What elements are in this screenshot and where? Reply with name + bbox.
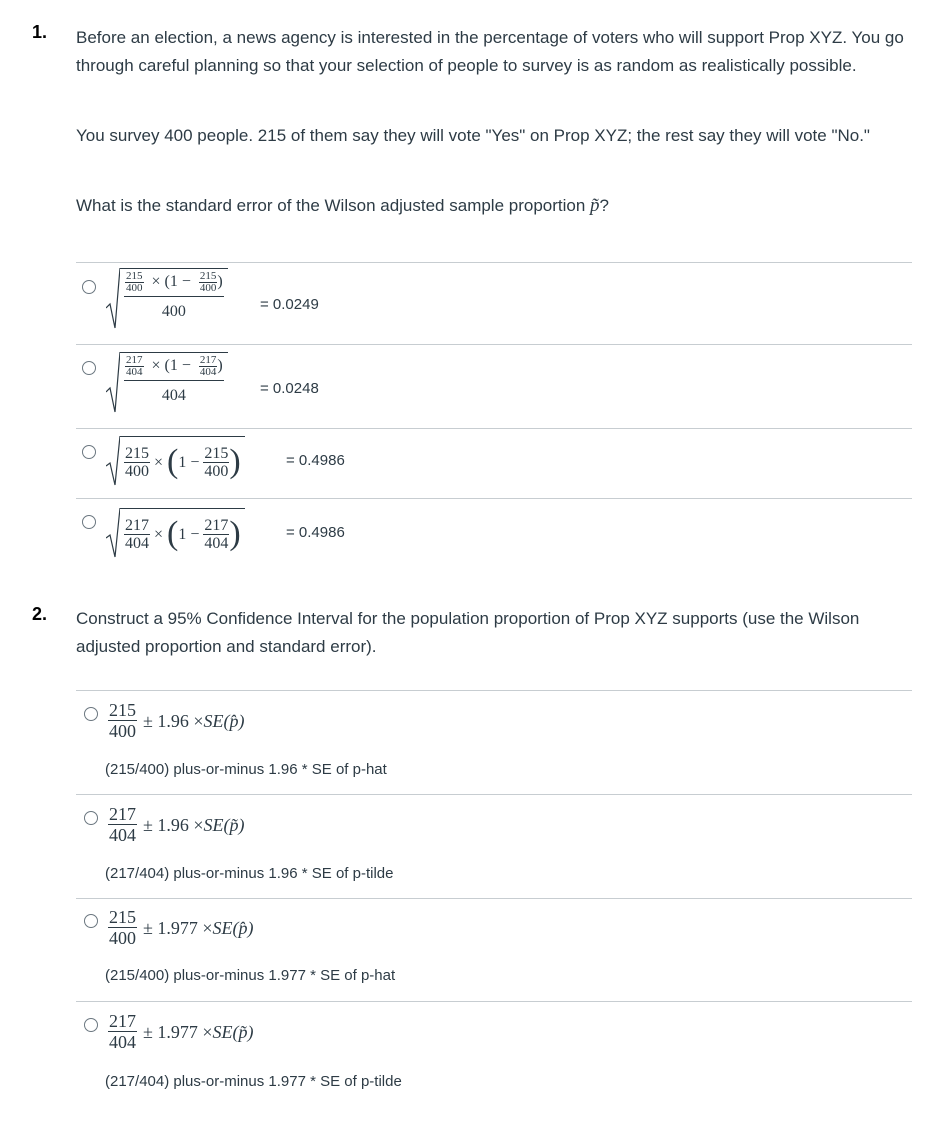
close-paren: ) <box>217 273 223 291</box>
q1-option-d-result: = 0.4986 <box>286 524 345 541</box>
frac-den: 400 <box>109 721 136 741</box>
question-mark: ? <box>599 196 610 215</box>
q1-option-d-radio[interactable] <box>82 515 96 529</box>
se-label: SE <box>212 1021 233 1042</box>
q2-option-a-caption: (215/400) plus-or-minus 1.96 * SE of p-hat <box>105 761 387 778</box>
q2-option-c-caption: (215/400) plus-or-minus 1.977 * SE of p-hat <box>105 967 396 984</box>
frac-num: 215 <box>109 907 136 927</box>
se-argument: (p̂) <box>223 710 245 731</box>
frac-num: 215 <box>126 270 143 282</box>
se-label: SE <box>203 710 224 731</box>
times-sign: × <box>154 525 164 543</box>
q1-option-a-radio[interactable] <box>82 280 96 294</box>
frac-num: 215 <box>199 270 217 282</box>
divider <box>76 1001 912 1002</box>
times-one-minus: × (1 − <box>151 273 191 291</box>
frac-den: 400 <box>109 928 136 948</box>
q2-option-b-formula <box>108 804 245 845</box>
frac-num: 215 <box>125 444 149 462</box>
frac-num: 217 <box>109 804 136 824</box>
se-argument: (p̂) <box>232 917 254 938</box>
se-label: SE <box>212 917 233 938</box>
q1-option-b-result: = 0.0248 <box>260 380 319 397</box>
q1-option-a-result: = 0.0249 <box>260 296 319 313</box>
frac-den: 404 <box>126 366 143 378</box>
question-1-paragraph-1: Before an election, a news agency is interested in the percentage of voters who will support Prop XYZ. You go through careful planning so that your selection of people to survey is as random as realistically possible. <box>76 28 904 75</box>
divider <box>76 498 912 499</box>
divider <box>76 428 912 429</box>
q2-option-c-radio[interactable] <box>84 914 98 928</box>
se-label: SE <box>203 814 224 835</box>
frac-num: 217 <box>126 354 143 366</box>
q1-option-b-radio[interactable] <box>82 361 96 375</box>
outer-denominator: 404 <box>161 387 186 404</box>
se-argument: (p̃) <box>223 814 245 835</box>
q1-option-a-formula <box>106 268 228 330</box>
question-2-number: 2. <box>32 604 48 624</box>
frac-den: 400 <box>204 462 229 480</box>
p-tilde-symbol: p̃ <box>590 195 600 216</box>
plus-minus-expr: ± 1.96 × <box>143 814 204 835</box>
frac-num: 217 <box>109 1011 136 1031</box>
frac-den: 400 <box>126 282 143 294</box>
divider <box>76 690 912 691</box>
sqrt-icon <box>106 268 120 330</box>
divider <box>76 898 912 899</box>
frac-num: 217 <box>125 516 149 534</box>
q1-option-b-formula <box>106 352 228 414</box>
one-minus: 1 − <box>178 525 200 543</box>
frac-num: 217 <box>204 516 229 534</box>
se-argument: (p̃) <box>232 1021 254 1042</box>
question-1-prompt <box>76 192 916 220</box>
close-paren: ) <box>217 357 223 375</box>
q1-option-d-formula: $\frac{217}{404}$ × ( 1 − $\frac{217}{404}$ ) <box>106 508 245 558</box>
plus-minus-expr: ± 1.977 × <box>143 1021 213 1042</box>
outer-denominator: 400 <box>161 303 186 320</box>
q2-option-c-formula <box>108 907 254 948</box>
question-1-paragraph-2: You survey 400 people. 215 of them say they will vote "Yes" on Prop XYZ; the rest say they will vote "No." <box>76 126 870 145</box>
sqrt-icon <box>106 508 120 558</box>
divider <box>76 344 912 345</box>
frac-num: 217 <box>199 354 217 366</box>
q2-option-a-radio[interactable] <box>84 707 98 721</box>
q1-option-c-formula: $\frac{215}{400}$ × ( 1 − $\frac{215}{400}$ ) <box>106 436 245 486</box>
frac-num: 215 <box>204 444 229 462</box>
frac-den: 404 <box>199 366 217 378</box>
q1-option-c-radio[interactable] <box>82 445 96 459</box>
frac-den: 404 <box>109 1032 136 1052</box>
frac-den: 400 <box>199 282 217 294</box>
question-2-text: Construct a 95% Confidence Interval for the population proportion of Prop XYZ supports (use the Wilson adjusted proportion and standard error). <box>76 609 860 656</box>
plus-minus-expr: ± 1.977 × <box>143 917 213 938</box>
q2-option-b-radio[interactable] <box>84 811 98 825</box>
q2-option-d-radio[interactable] <box>84 1018 98 1032</box>
question-1-body <box>76 24 916 80</box>
times-sign: × <box>154 453 164 471</box>
q2-option-d-formula <box>108 1011 254 1052</box>
q2-option-b-caption: (217/404) plus-or-minus 1.96 * SE of p-tilde <box>105 865 394 882</box>
sqrt-icon <box>106 436 120 486</box>
q2-option-a-formula <box>108 700 245 741</box>
sqrt-icon <box>106 352 120 414</box>
frac-num: 215 <box>109 700 136 720</box>
q1-option-c-result: = 0.4986 <box>286 452 345 469</box>
question-2-body <box>76 605 916 661</box>
plus-minus-expr: ± 1.96 × <box>143 710 204 731</box>
frac-den: 400 <box>125 462 149 480</box>
one-minus: 1 − <box>178 453 200 471</box>
frac-den: 404 <box>125 534 149 552</box>
divider <box>76 794 912 795</box>
divider <box>76 262 912 263</box>
question-1-context <box>76 122 916 150</box>
frac-den: 404 <box>109 825 136 845</box>
question-1-prompt-text: What is the standard error of the Wilson adjusted sample proportion <box>76 196 586 215</box>
question-1-number: 1. <box>32 22 48 42</box>
frac-den: 404 <box>204 534 229 552</box>
times-one-minus: × (1 − <box>151 357 191 375</box>
q2-option-d-caption: (217/404) plus-or-minus 1.977 * SE of p-tilde <box>105 1073 402 1090</box>
